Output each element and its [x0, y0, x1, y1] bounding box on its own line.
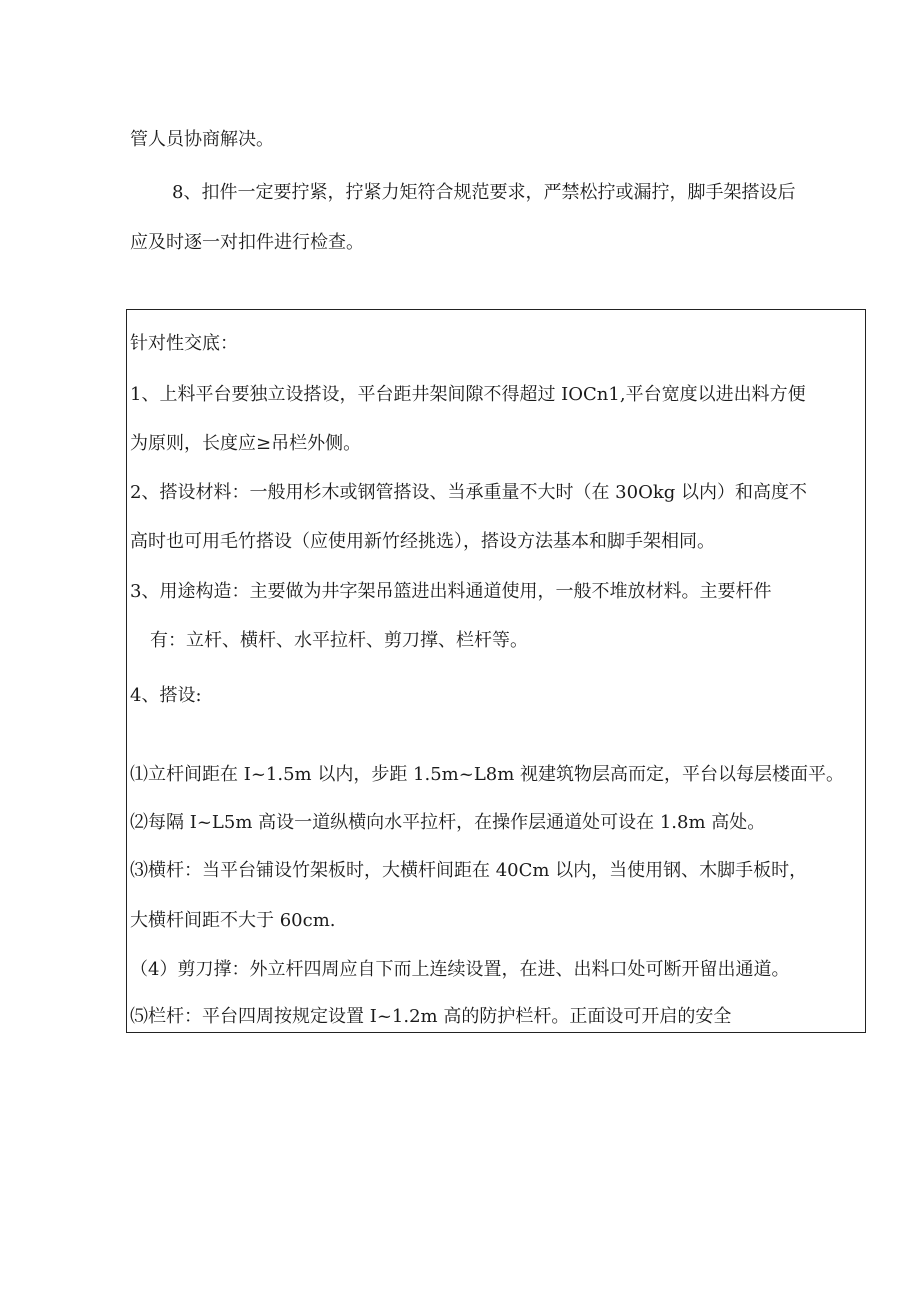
- sub-item-3-line-a: ⑶横杆：当平台铺设竹架板时，大横杆间距在 40Cm 以内，当使用钢、木脚手板时，: [130, 860, 808, 881]
- sub-item-1: ⑴立杆间距在 I~1.5m 以内，步距 1.5m~L8m 视建筑物层高而定，平台以每层楼面平。: [130, 764, 845, 785]
- box-heading: 针对性交底：: [130, 333, 238, 354]
- item-2-line-b: 高时也可用毛竹搭设（应使用新竹经挑选），搭设方法基本和脚手架相同。: [130, 531, 715, 552]
- sub-item-3-line-b: 大横杆间距不大于 60cm.: [130, 910, 336, 931]
- item-3-line-b: 有：立杆、横杆、水平拉杆、剪刀撑、栏杆等。: [150, 630, 528, 651]
- intro-line-2: 8、扣件一定要拧紧，拧紧力矩符合规范要求，严禁松拧或漏拧，脚手架搭设后: [172, 182, 796, 203]
- item-1-line-a: 1、上料平台要独立设搭设，平台距井架间隙不得超过 IOCn1,平台宽度以进出料方便: [130, 384, 806, 405]
- sub-item-4: （4）剪刀撑：外立杆四周应自下而上连续设置，在进、出料口处可断开留出通道。: [130, 959, 790, 980]
- sub-item-2: ⑵每隔 I~L5m 高设一道纵横向水平拉杆，在操作层通道处可设在 1.8m 高处。: [130, 812, 766, 833]
- item-2-line-a: 2、搭设材料：一般用杉木或钢管搭设、当承重量不大时（在 30Okg 以内）和高度不: [130, 482, 807, 503]
- sub-item-5: ⑸栏杆：平台四周按规定设置 I~1.2m 高的防护栏杆。正面设可开启的安全: [130, 1006, 732, 1027]
- intro-line-3: 应及时逐一对扣件进行检查。: [130, 232, 364, 253]
- item-1-line-b: 为原则，长度应≥吊栏外侧。: [130, 433, 362, 454]
- item-3-line-a: 3、用途构造：主要做为井字架吊篮进出料通道使用，一般不堆放材料。主要杆件: [130, 581, 772, 602]
- intro-line-1: 管人员协商解决。: [130, 129, 274, 150]
- item-4-heading: 4、搭设:: [130, 685, 202, 706]
